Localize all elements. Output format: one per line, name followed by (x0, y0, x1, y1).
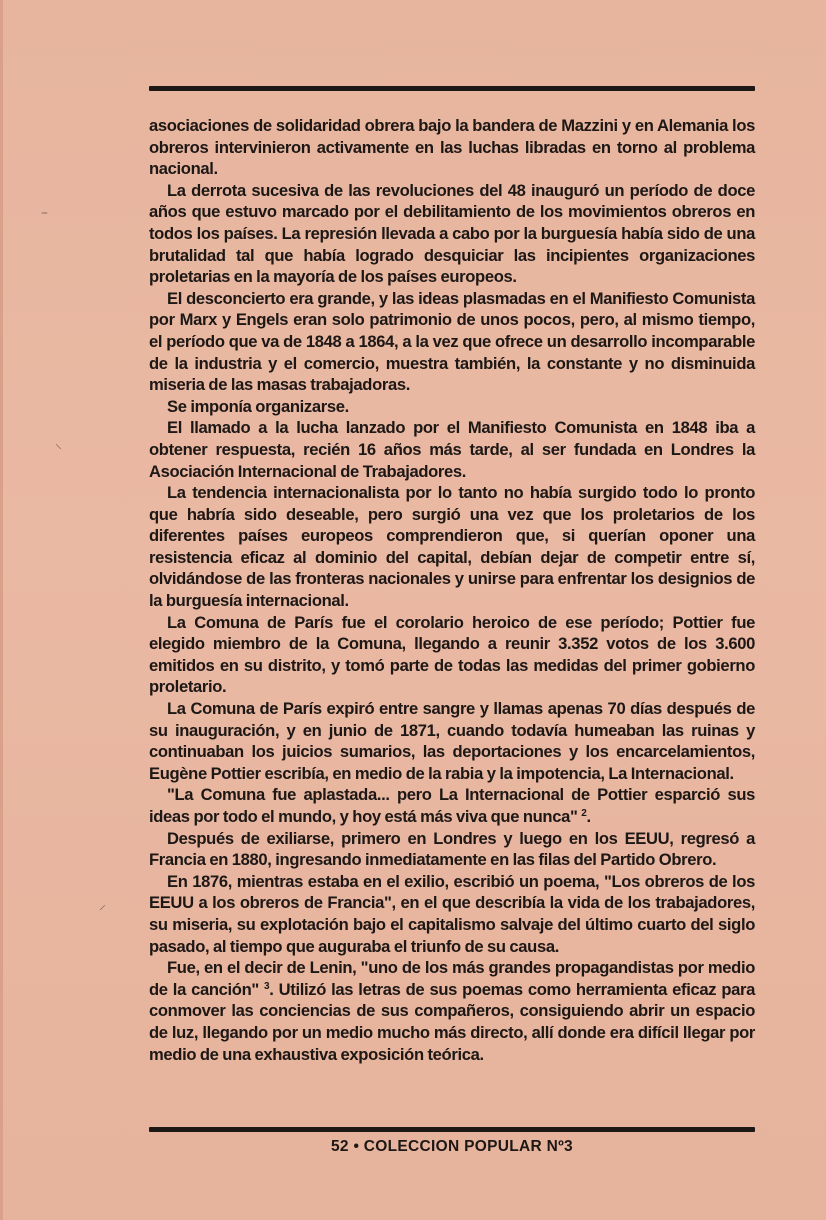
page-body (149, 115, 755, 1065)
paragraph-8: La Comuna de París expiró entre sangre y llamas apenas 70 días después de su inauguración, y en junio de 1871, cuando todavía humeaban las ruinas y continuaban los juicios sumarios, las deportaciones y los encarcelamientos, Eugène Pottier escribía, en medio de la rabia y la impotencia, La Internacional. (149, 699, 755, 783)
footnote-ref-2: 2 (581, 808, 587, 819)
paragraph-3: El desconcierto era grande, y las ideas plasmadas en el Manifiesto Comunista por Marx y Engels eran solo patrimonio de unos pocos, pero, al mismo tiempo, el período que va de 1848 a 1864, a la vez que ofrece un desarrollo incomparable de la industria y el comercio, muestra también, la constante y no disminuida miseria de las masas trabajadoras. (149, 288, 755, 395)
paragraph-6: La tendencia internacionalista por lo tanto no había surgido todo lo pronto que habría sido deseable, pero surgió una vez que los proletarios de los diferentes países europeos comprendieron que, si querían oponer una resistencia eficaz al dominio del capital, debían dejar de competir entre sí, olvidándose de las fronteras nacionales y unirse para enfrentar los designios de la burguesía internacional. (149, 483, 755, 611)
margin-mark: ⸌ (55, 442, 62, 458)
margin-mark: ⸝ (99, 897, 106, 913)
paragraph-5: El llamado a la lucha lanzado por el Manifiesto Comunista en 1848 iba a obtener respuesta, recién 16 años más tarde, al ser fundada en Londres la Asociación Internacional de Trabajadores. (149, 418, 755, 481)
paragraph-7: La Comuna de París fue el corolario heroico de ese período; Pottier fue elegido miembro de la Comuna, llegando a reunir 3.352 votos de los 3.600 emitidos en su distrito, y tomó parte de todas las medidas del primer gobierno proletario. (149, 612, 755, 697)
footnote-ref-3: 3 (264, 980, 270, 992)
paragraph-12-rest: Utilizó las letras de sus poemas como herramienta eficaz para conmover las conciencias de sus compañeros, consiguiendo abrir un espacio de luz, llegando por un medio mucho más directo, allí donde era difícil llegar por medio de una exhaustiva exposición teórica. (149, 979, 755, 1064)
paragraph-1: asociaciones de solidaridad obrera bajo la bandera de Mazzini y en Alemania los obreros intervinieron activamente en las luchas libradas en torno al problema nacional. (149, 116, 755, 179)
page-footer: 52 • COLECCION POPULAR Nº3 (331, 1138, 573, 1155)
paragraph-11: En 1876, mientras estaba en el exilio, escribió un poema, "Los obreros de los EEUU a los obreros de Francia", en el que describía la vida de los trabajadores, su miseria, su explotación bajo el capitalismo salvaje del último cuarto del siglo pasado, al tiempo que auguraba el triunfo de su causa. (149, 871, 755, 956)
paragraph-12: Fue, en el decir de Lenin, "uno de los más grandes propagandistas por medio de la canción" $^3$. Utilizó las letras de sus poemas como herramienta eficaz para conmover las conciencias de sus compañeros, consiguiendo abrir un espacio de luz, llegando por un medio mucho más directo, allí donde era difícil llegar por medio de una exhaustiva exposición teórica. (149, 958, 755, 1064)
margin-mark: – (41, 205, 48, 221)
top-rule (149, 86, 755, 91)
paragraph-10: Después de exiliarse, primero en Londres y luego en los EEUU, regresó a Francia en 1880, ingresando inmediatamente en las filas del Partido Obrero. (149, 828, 755, 870)
paragraph-4: Se imponía organizarse. (167, 396, 349, 416)
paragraph-9: "La Comuna fue aplastada... pero La Internacional de Pottier esparció sus ideas por todo el mundo, y hoy está más viva que nunca" $^2$. (149, 785, 755, 826)
paragraph-2: La derrota sucesiva de las revoluciones del 48 inauguró un período de doce años que estuvo marcado por el debilitamiento de los movimientos obreros en todos los países. La represión llevada a cabo por la burguesía había sido de una brutalidad tal que había logrado desquiciar las incipientes organizaciones proletarias en la mayoría de los países europeos. (149, 180, 755, 287)
lenin-quote: Fue, en el decir de Lenin, "uno de los más grandes propagandistas por medio de la canción" (149, 958, 755, 999)
bottom-rule (149, 1127, 755, 1132)
quote-text: "La Comuna fue aplastada... pero La Internacional de Pottier esparció sus ideas por todo el mundo, y hoy está más viva que nunca" (149, 785, 755, 826)
